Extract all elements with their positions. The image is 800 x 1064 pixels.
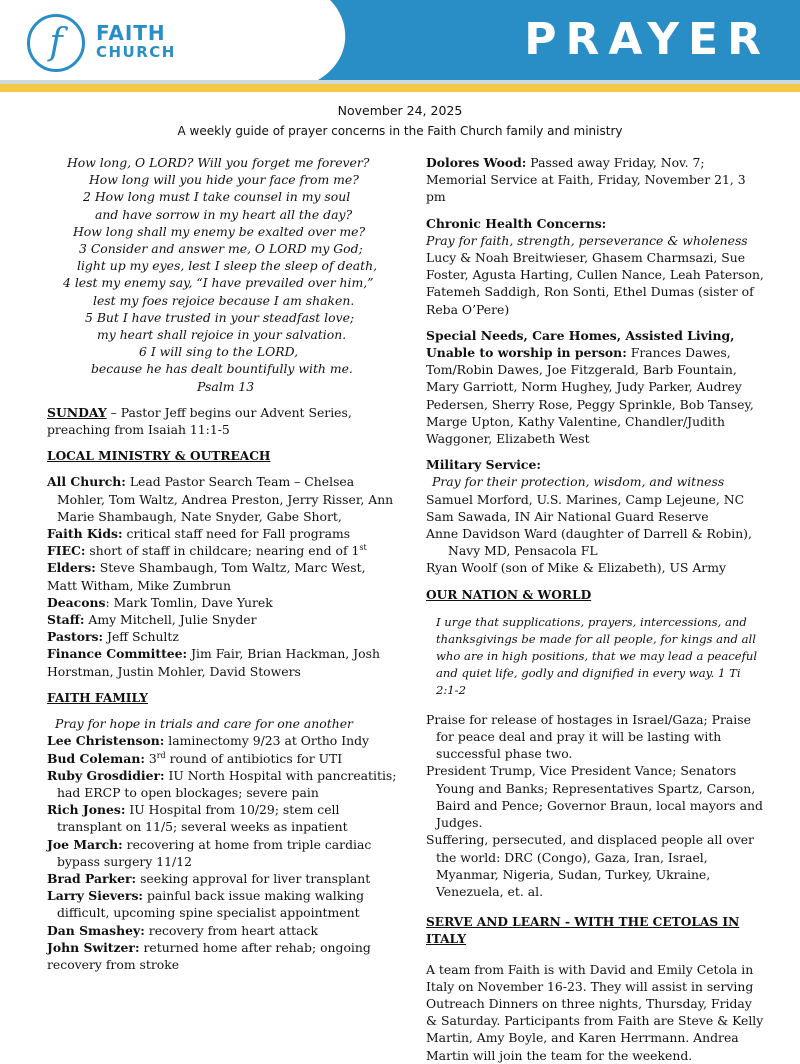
psalm-line: light up my eyes, lest I sleep the sleep of death, [77, 258, 378, 274]
item-text: short of staff in childcare; nearing end of 1st [85, 543, 367, 559]
item-label: Rich Jones: [47, 802, 126, 818]
item-label: Pastors: [47, 629, 104, 645]
issue-date: November 24, 2025 [337, 103, 463, 118]
item-text: IU North Hospital with pancreatitis; had ERCP to open blockages; severe pain [57, 767, 397, 800]
item-label: Bud Coleman: [47, 750, 145, 766]
psalm-citation: Psalm 13 [197, 378, 255, 394]
psalm-passage [47, 154, 399, 395]
list-item: Suffering, persecuted, and displaced people all over the world: DRC (Congo), Gaza, Iran, Israel, Myanmar, Nigeria, Sudan, Turkey, Ukraine, Venezuela, et. al. [426, 832, 754, 899]
psalm-line: 6 I will sing to the LORD, [139, 344, 299, 360]
item-label: Staff: [47, 612, 85, 628]
psalm-line: lest my foes rejoice because I am shaken. [93, 292, 355, 308]
memorial-note [426, 154, 766, 206]
item-text: Lead Pastor Search Team – Chelsea Mohler, Tom Waltz, Andrea Preston, Jerry Risser, Ann Marie Shambaugh, Nate Snyder, Gabe Short, [57, 474, 394, 524]
list-item [47, 559, 399, 593]
item-label: Elders: [47, 560, 96, 576]
chronic-health-section [426, 215, 766, 318]
item-label: Lee Christenson: [47, 733, 165, 749]
item-label: Joe March: [47, 836, 123, 852]
logo-line-1: FAITH [96, 21, 166, 45]
faith-family-heading: FAITH FAMILY [47, 690, 148, 705]
special-needs-section [426, 327, 766, 447]
item-text: recovering at home from triple cardiac bypass surgery 11/12 [57, 836, 372, 869]
list-item: Samuel Morford, U.S. Marines, Camp Lejeune, NC [426, 491, 745, 507]
item-label: Dan Smashey: [47, 922, 145, 938]
item-text: Jim Fair, Brian Hackman, Josh Horstman, Justin Mohler, David Stowers [47, 646, 380, 679]
psalm-line: 3 Consider and answer me, O LORD my God; [79, 241, 363, 257]
page-subtitle: A weekly guide of prayer concerns in the Faith Church family and ministry [177, 124, 623, 138]
psalm-line: How long will you hide your face from me? [89, 172, 359, 188]
serve-learn-text: A team from Faith is with David and Emily Cetola in Italy on November 16-23. They will assist in serving Outreach Dinners on three nights, Thursday, Friday & Saturday. Participants from Faith are Steve & Kelly Martin, Amy Boyle, and Karen Herrmann. Andrea Martin will join the team for the weekend. [426, 961, 764, 1063]
list-item [47, 887, 399, 921]
item-label: Faith Kids: [47, 526, 123, 542]
special-needs-heading: Special Needs, Care Homes, Assisted Living, Unable to worship in person: [426, 327, 735, 361]
item-label: Deacons [47, 594, 106, 610]
faith-f-circle-icon: f [27, 14, 85, 72]
list-item [47, 473, 399, 525]
faith-family-intro: Pray for hope in trials and care for one another [55, 716, 353, 732]
list-item: Anne Davidson Ward (daughter of Darrell & Robin), Navy MD, Pensacola FL [426, 526, 752, 559]
psalm-line: How long shall my enemy be exalted over me? [73, 223, 366, 239]
list-item [47, 542, 399, 559]
item-label: All Church: [47, 474, 126, 490]
item-text: critical staff need for Fall programs [122, 526, 351, 542]
item-text: Steve Shambaugh, Tom Waltz, Marc West, Matt Witham, Mike Zumbrun [47, 560, 366, 593]
psalm-line: 4 lest my enemy say, “I have prevailed over him,” [63, 275, 374, 291]
item-text: laminectomy 9/23 at Ortho Indy [164, 733, 370, 749]
item-text: returned home after rehab; ongoing recovery from stroke [47, 939, 371, 972]
list-item [47, 767, 399, 801]
list-item: Sam Sawada, IN Air National Guard Reserve [426, 508, 709, 524]
psalm-line: How long, O LORD? Will you forget me forever? [67, 155, 370, 170]
list-item [47, 870, 399, 887]
item-text: seeking approval for liver transplant [136, 870, 371, 886]
psalm-line: because he has dealt bountifully with me. [91, 361, 353, 377]
item-text: 3rd round of antibiotics for UTI [144, 750, 343, 766]
list-item [47, 645, 399, 679]
faith-family-list [47, 732, 399, 973]
psalm-line: 2 How long must I take counsel in my soul [83, 189, 351, 205]
item-text: Jeff Schultz [103, 629, 179, 645]
sunday-label: SUNDAY [47, 404, 107, 420]
military-heading: Military Service: [426, 457, 541, 473]
list-item [47, 922, 399, 939]
chronic-health-names: Lucy & Noah Breitwieser, Ghasem Charmsazi, Sue Foster, Agusta Harting, Cullen Nance, Leah Paterson, Fatemeh Saddigh, Ron Sonti, Ethel Dumas (sister of Reba O’Pere) [426, 250, 764, 317]
chronic-health-heading: Chronic Health Concerns: [426, 215, 607, 231]
item-text: painful back issue making walking difficult, upcoming spine specialist appointment [57, 888, 365, 921]
item-text: recovery from heart attack [144, 922, 318, 938]
list-item: Praise for release of hostages in Israel/Gaza; Praise for peace deal and pray it will be lasting with successful phase two. [426, 711, 751, 762]
local-ministry-heading: LOCAL MINISTRY & OUTREACH [47, 449, 271, 464]
psalm-line: and have sorrow in my heart all the day? [95, 206, 353, 222]
left-column [47, 154, 399, 973]
special-needs-names: Frances Dawes, Tom/Robin Dawes, Joe Fitzgerald, Barb Fountain, Mary Garriott, Norm Hughey, Judy Parker, Audrey Pedersen, Sherry Rose, Peggy Sprinkle, Bob Tansey, Marge Upton, Kathy Valentine, Chandler/Judith Waggoner, Elizabeth West [426, 345, 754, 447]
list-item [47, 836, 399, 870]
memorial-label: Dolores Wood: [426, 155, 527, 170]
item-label: Finance Committee: [47, 646, 188, 662]
psalm-line: my heart shall rejoice in your salvation. [97, 327, 347, 343]
item-label: Brad Parker: [47, 870, 137, 886]
right-column [426, 154, 766, 1064]
list-item [47, 525, 399, 542]
list-item [47, 939, 399, 973]
list-item: Ryan Woolf (son of Mike & Elizabeth), US Army [426, 560, 726, 576]
local-ministry-list [47, 473, 399, 679]
list-item [47, 628, 399, 645]
item-label: Larry Sievers: [47, 888, 144, 904]
memorial-text: Passed away Friday, Nov. 7; Memorial Service at Faith, Friday, November 21, 3 pm [426, 155, 746, 205]
list-item [47, 732, 399, 749]
item-text: : Mark Tomlin, Dave Yurek [105, 594, 273, 610]
list-item [47, 801, 399, 835]
list-item [47, 750, 399, 767]
serve-learn-heading: SERVE AND LEARN - WITH THE CETOLAS IN ITALY [426, 915, 740, 947]
list-item [47, 611, 399, 628]
nation-world-heading: OUR NATION & WORLD [426, 587, 592, 602]
nation-world-list [426, 711, 766, 900]
church-logo-text [96, 21, 176, 62]
item-text: Amy Mitchell, Julie Snyder [84, 612, 257, 628]
military-section [426, 456, 766, 576]
military-intro: Pray for their protection, wisdom, and witness [432, 474, 725, 490]
item-text: IU Hospital from 10/29; stem cell transplant on 11/5; several weeks as inpatient [57, 802, 348, 835]
logo-line-2: CHURCH [96, 43, 176, 61]
item-label: FIEC: [47, 543, 86, 559]
banner-title: PRAYER [524, 14, 770, 65]
nation-world-scripture: I urge that supplications, prayers, intercessions, and thanksgivings be made for all people, for kings and all who are in high positions, that we may lead a peaceful and quiet life, godly and dignified in every way. 1 Ti 2:1-2 [436, 614, 758, 697]
chronic-health-intro: Pray for faith, strength, perseverance & wholeness [426, 232, 748, 248]
item-label: Ruby Grosdidier: [47, 767, 165, 783]
sunday-note [47, 404, 399, 438]
psalm-line: 5 But I have trusted in your steadfast love; [85, 309, 355, 325]
sunday-text: – Pastor Jeff begins our Advent Series, preaching from Isaiah 11:1-5 [47, 404, 352, 438]
list-item [47, 594, 399, 611]
list-item: President Trump, Vice President Vance; Senators Young and Banks; Representatives Spartz, Carson, Baird and Pence; Governor Braun, local mayors and Judges. [426, 763, 763, 831]
item-label: John Switzer: [47, 939, 140, 955]
page-header [0, 0, 800, 96]
